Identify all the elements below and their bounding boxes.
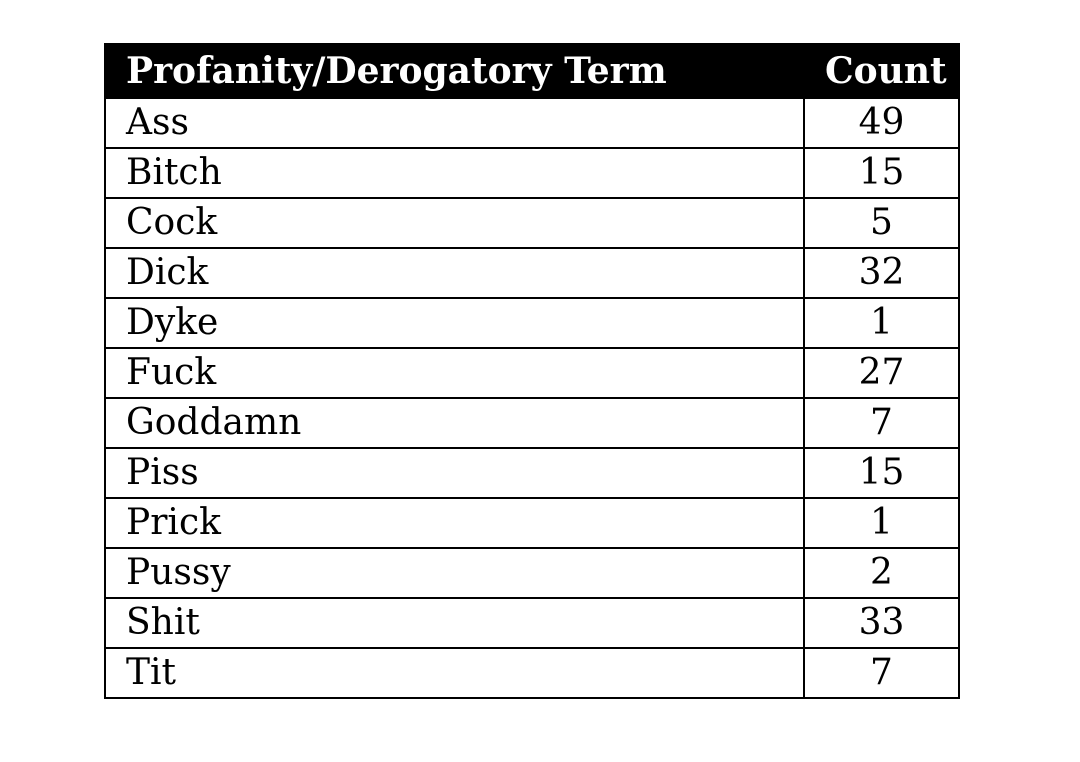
term-cell: Cock [105,198,804,248]
term-cell: Piss [105,448,804,498]
count-cell: 33 [804,598,959,648]
count-cell: 15 [804,148,959,198]
term-cell: Shit [105,598,804,648]
table-row [105,648,959,698]
term-cell: Prick [105,498,804,548]
count-cell: 5 [804,198,959,248]
table-header [105,44,959,98]
table-row [105,398,959,448]
count-cell: 7 [804,648,959,698]
table-row [105,248,959,298]
count-column-header: Count [804,44,959,98]
count-cell: 2 [804,548,959,598]
term-cell: Dick [105,248,804,298]
count-cell: 1 [804,498,959,548]
term-column-header: Profanity/Derogatory Term [105,44,804,98]
term-cell: Tit [105,648,804,698]
count-cell: 1 [804,298,959,348]
term-cell: Pussy [105,548,804,598]
table-row [105,598,959,648]
table-row [105,148,959,198]
count-cell: 27 [804,348,959,398]
profanity-count-table [104,43,960,699]
table-row [105,498,959,548]
term-cell: Ass [105,98,804,148]
term-cell: Goddamn [105,398,804,448]
term-cell: Dyke [105,298,804,348]
table-row [105,98,959,148]
profanity-count-table-container [104,43,958,699]
table-row [105,298,959,348]
table-row [105,548,959,598]
table-row [105,198,959,248]
header-row [105,44,959,98]
term-cell: Bitch [105,148,804,198]
count-cell: 7 [804,398,959,448]
table-row [105,448,959,498]
table-body [105,98,959,698]
table-row [105,348,959,398]
count-cell: 15 [804,448,959,498]
term-cell: Fuck [105,348,804,398]
count-cell: 32 [804,248,959,298]
count-cell: 49 [804,98,959,148]
